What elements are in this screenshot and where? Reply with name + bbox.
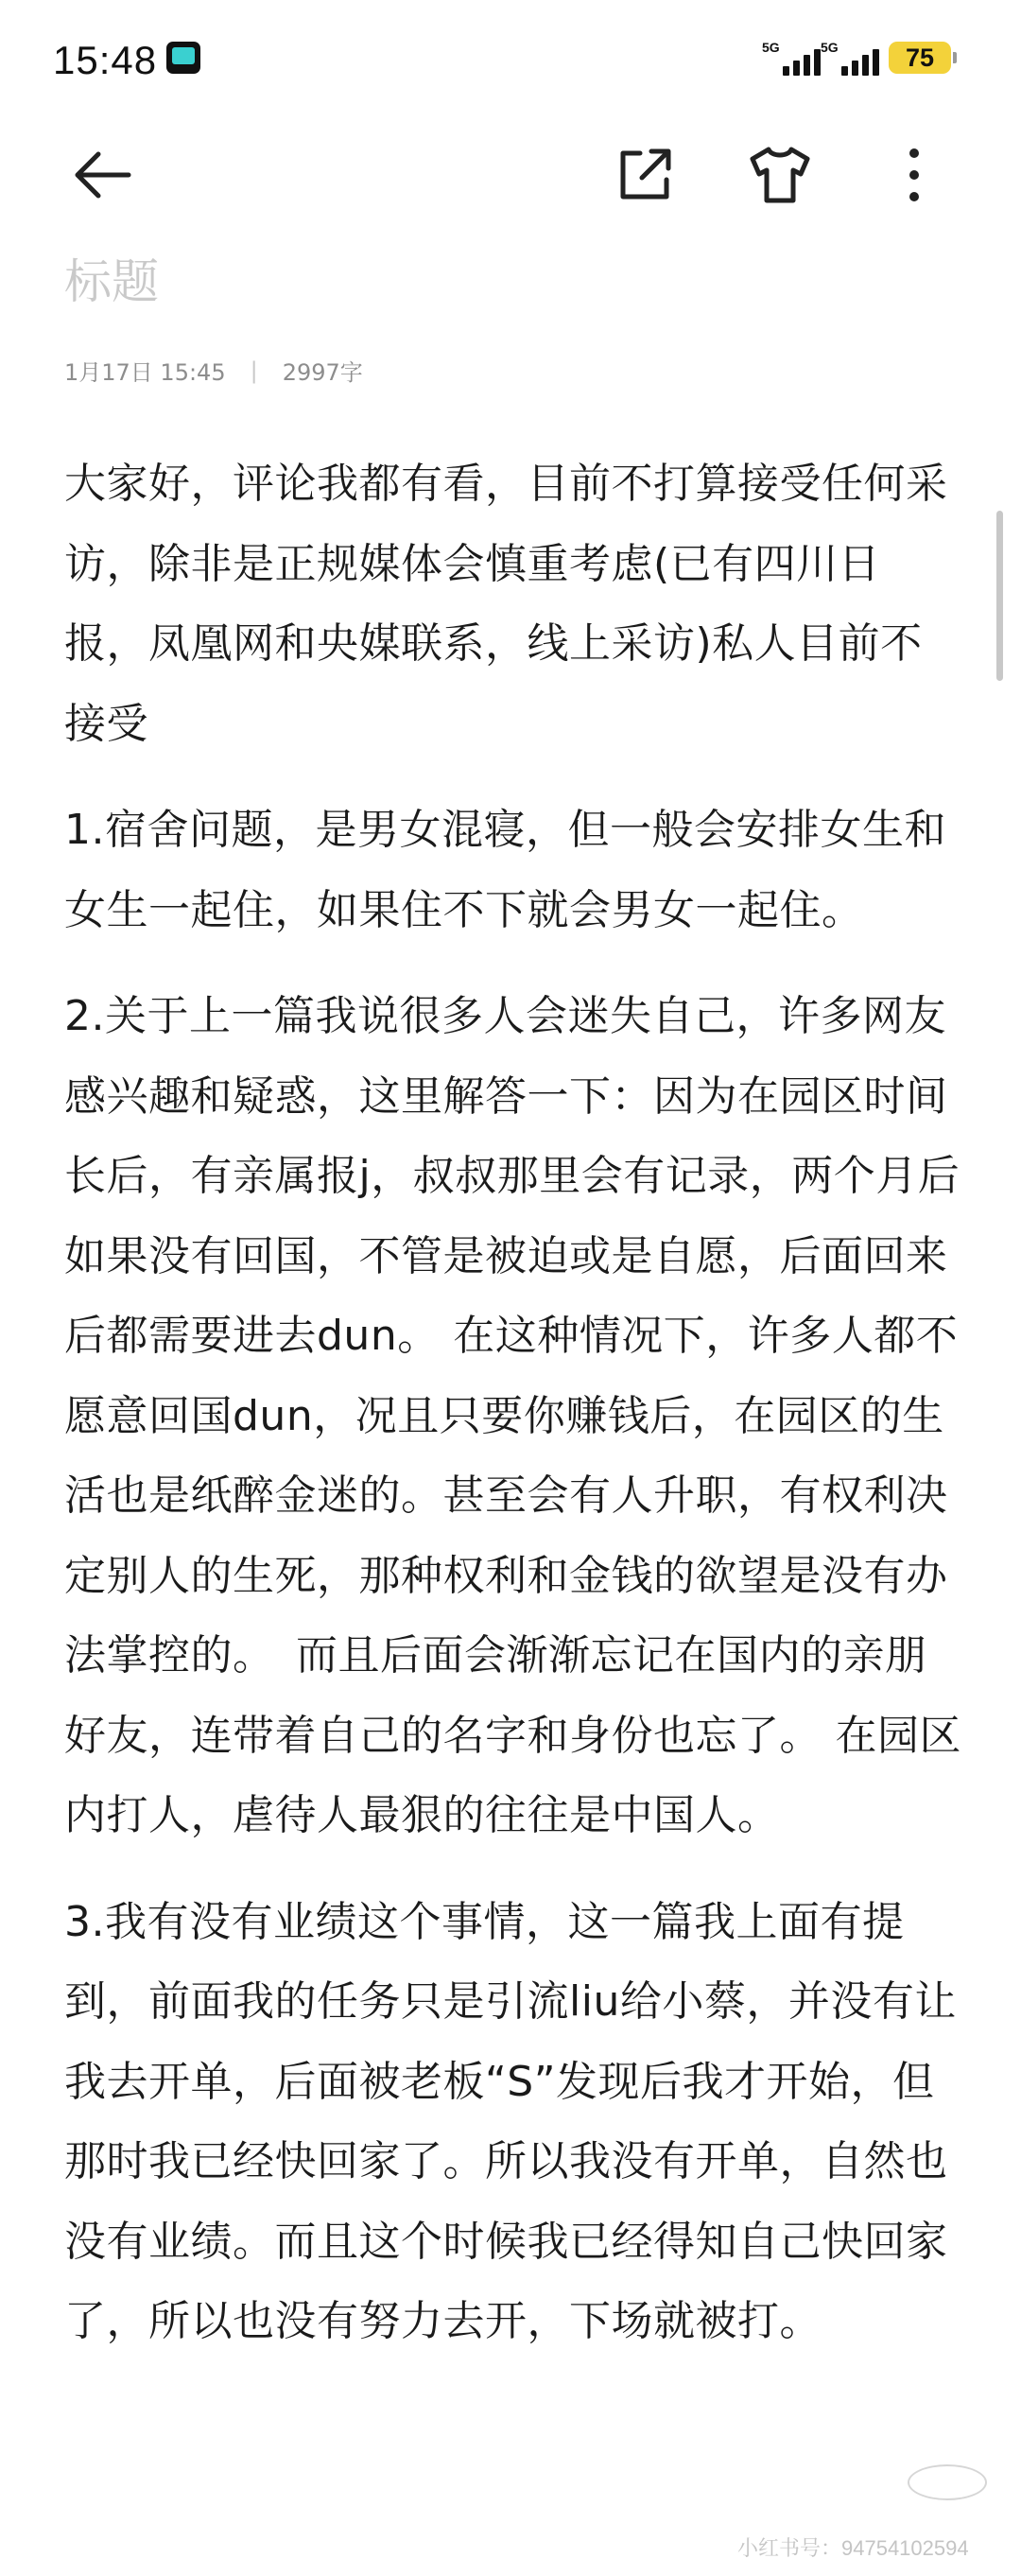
network-type-label: 5G bbox=[762, 40, 780, 55]
battery-level: 75 bbox=[905, 44, 935, 72]
meta-separator: | bbox=[250, 357, 258, 384]
scrollbar-thumb[interactable] bbox=[996, 511, 1003, 681]
note-toolbar bbox=[0, 123, 1021, 227]
word-count: 2997字 bbox=[282, 359, 363, 386]
note-title-input[interactable]: 标题 bbox=[64, 254, 159, 309]
note-date: 1月17日 15:45 bbox=[64, 359, 226, 386]
share-button[interactable] bbox=[602, 132, 687, 218]
signal-strength-icon-2 bbox=[821, 42, 891, 76]
paragraph-2[interactable]: 1.宿舍问题，是男女混寝，但一般会安排女生和女生一起住，如果住不下就会男女一起住。 bbox=[64, 806, 946, 934]
note-meta bbox=[64, 354, 363, 387]
watermark-logo-icon bbox=[908, 2464, 987, 2500]
status-time: 15:48 bbox=[53, 38, 158, 82]
external-share-icon bbox=[602, 132, 687, 218]
status-bar bbox=[0, 0, 1021, 123]
watermark-text: 小红书号：94754102594 bbox=[737, 2536, 969, 2560]
arrow-left-icon bbox=[59, 132, 144, 218]
tshirt-icon bbox=[737, 132, 822, 218]
theme-button[interactable] bbox=[737, 132, 822, 218]
battery-icon bbox=[889, 42, 951, 74]
paragraph-3[interactable]: 2.关于上一篇我说很多人会迷失自己，许多网友感兴趣和疑惑，这里解答一下：因为在园区时间长后，有亲属报j，叔叔那里会有记录，两个月后如果没有回国，不管是被迫或是自愿，后面回来后都需要进去dun。 在这种情况下，许多人都不愿意回国dun，况且只要你赚钱后，在园区的生活也是纸醉金迷的。甚至会有人升职，有权利决定别人的生死，那种权利和金钱的欲望是没有办法掌控的。 而且后面会渐渐忘记在国内的亲朋好友，连带着自己的名字和身份也忘了。 在园区内打人，虐待人最狠的往往是中国人。 bbox=[64, 992, 961, 1839]
more-button[interactable] bbox=[872, 132, 957, 218]
app-notification-icon bbox=[166, 42, 200, 74]
paragraph-1[interactable]: 大家好，评论我都有看，目前不打算接受任何采访，除非是正规媒体会慎重考虑(已有四川日报，凤凰网和央媒联系，线上采访)私人目前不接受 bbox=[64, 460, 948, 748]
network-type-label-2: 5G bbox=[821, 40, 839, 55]
more-vertical-icon bbox=[872, 132, 957, 218]
paragraph-4[interactable]: 3.我有没有业绩这个事情，这一篇我上面有提到，前面我的任务只是引流liu给小蔡，并没有让我去开单，后面被老板“S”发现后我才开始，但那时我已经快回家了。所以我没有开单，自然也没有业绩。而且这个时候我已经得知自己快回家了，所以也没有努力去开，下场就被打。 bbox=[64, 1897, 957, 2345]
note-body[interactable] bbox=[64, 444, 962, 2389]
back-button[interactable] bbox=[59, 132, 144, 218]
